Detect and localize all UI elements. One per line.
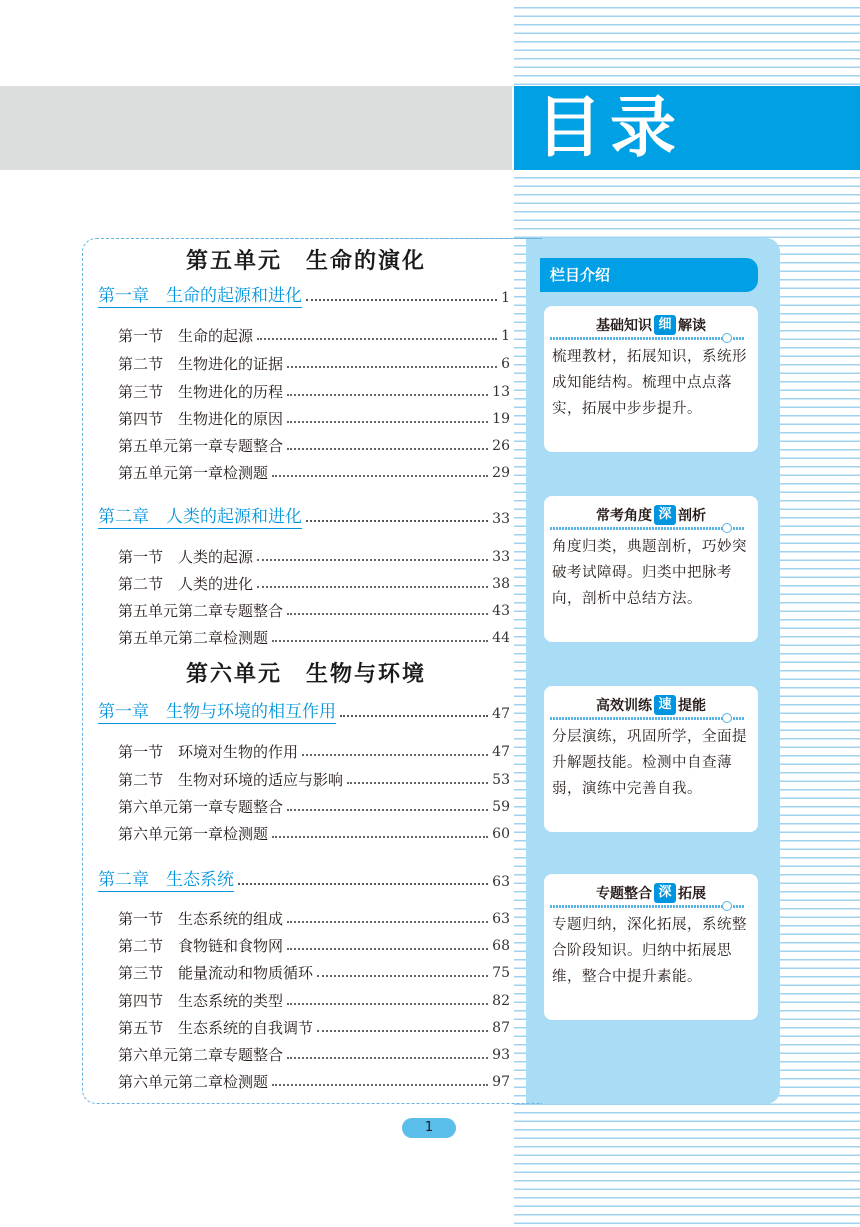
unit-title-6: 第六单元 生物与环境 [185,662,426,687]
section-label: 第一节 生态系统的组成 [118,910,284,928]
dot-leader [272,1084,488,1086]
page-number: 44 [492,630,510,646]
toc-row-5-1-5[interactable] [118,434,510,456]
chapter-label: 第一章 生物与环境的相互作用 [98,697,336,724]
toc-row-6-2-4[interactable] [118,989,510,1011]
page-number: 1 [501,290,510,306]
toc-row-5-2-4[interactable] [118,626,510,648]
toc-row-6-2-3[interactable] [118,961,510,983]
section-label: 第四节 生态系统的类型 [118,992,284,1010]
toc-row-5-1-2[interactable] [118,352,510,374]
feature-card-efficient-training [544,686,758,832]
dot-leader [287,921,488,923]
section-label: 第二节 食物链和食物网 [118,937,284,955]
card-heading [558,312,744,338]
toc-row-5-2-1[interactable] [118,545,510,567]
dot-leader [340,715,488,717]
chapter-5-2[interactable] [98,503,510,529]
chapter-label: 第二章 人类的起源和进化 [98,502,302,529]
feature-card-exam-angles [544,496,758,642]
page-title: 目录 [536,89,684,166]
toc-row-6-1-3[interactable] [118,795,510,817]
card-badge: 细 [654,315,676,335]
page-number: 59 [492,799,510,815]
section-label: 第六单元第二章检测题 [118,1073,269,1091]
page-number: 63 [492,911,510,927]
section-label: 第一节 环境对生物的作用 [118,743,299,761]
page-number: 68 [492,938,510,954]
page-number: 93 [492,1047,510,1063]
toc-row-5-2-2[interactable] [118,572,510,594]
section-label: 第二节 生物对环境的适应与影响 [118,771,344,789]
card-heading-pre: 基础知识 [596,318,652,334]
page-number: 53 [492,772,510,788]
page-number: 19 [492,411,510,427]
toc-row-5-1-3[interactable] [118,380,510,402]
page-number: 6 [501,356,510,372]
page-number: 38 [492,576,510,592]
dot-leader [257,559,488,561]
page-number: 43 [492,603,510,619]
card-heading-post: 拓展 [678,886,706,902]
page-number: 1 [501,328,510,344]
toc-row-6-1-1[interactable] [118,740,510,762]
card-badge: 深 [654,505,676,525]
dot-leader [287,421,488,423]
card-heading-pre: 常考角度 [596,508,652,524]
section-label: 第五单元第二章检测题 [118,629,269,647]
toc-row-6-1-2[interactable] [118,768,510,790]
section-label: 第二节 人类的进化 [118,575,254,593]
toc-frame-top-border [96,238,542,239]
toc-row-6-2-6[interactable] [118,1043,510,1065]
page-number: 60 [492,826,510,842]
card-divider [550,905,744,908]
dot-leader [257,586,488,588]
dot-leader [306,520,488,522]
header-gray-band [0,86,512,170]
card-heading-post: 解读 [678,318,706,334]
chapter-6-2[interactable] [98,866,510,892]
card-description: 专题归纳，深化拓展，系统整合阶段知识。归纳中拓展思维，整合中提升素能。 [552,917,747,985]
toc-row-5-2-3[interactable] [118,599,510,621]
toc-row-6-2-5[interactable] [118,1016,510,1038]
card-divider [550,717,744,720]
dot-leader [287,366,497,368]
page-number: 97 [492,1074,510,1090]
section-label: 第一节 生命的起源 [118,327,254,345]
dot-leader [347,782,488,784]
card-divider [550,337,744,340]
page-number: 47 [492,706,510,722]
section-label: 第五节 生态系统的自我调节 [118,1019,314,1037]
card-badge: 速 [654,695,676,715]
card-heading-post: 剖析 [678,508,706,524]
toc-row-6-1-4[interactable] [118,822,510,844]
column-intro-header: 栏目介绍 [540,258,758,292]
unit-title-5: 第五单元 生命的演化 [185,249,426,274]
chapter-6-1[interactable] [98,698,510,724]
feature-card-basic-knowledge [544,306,758,452]
dot-leader [317,1030,488,1032]
toc-row-6-2-1[interactable] [118,907,510,929]
dot-leader [287,1057,488,1059]
page-number: 47 [492,744,510,760]
dot-leader [287,1003,488,1005]
card-heading [558,502,744,528]
card-heading-pre: 专题整合 [596,886,652,902]
toc-row-5-1-4[interactable] [118,407,510,429]
card-heading [558,692,744,718]
card-description: 角度归类，典题剖析，巧妙突破考试障碍。归类中把脉考向，剖析中总结方法。 [552,539,747,607]
page-number: 13 [492,384,510,400]
section-label: 第三节 生物进化的历程 [118,383,284,401]
page-number: 33 [492,549,510,565]
page-number: 29 [492,465,510,481]
dot-leader [287,448,488,450]
page-number: 26 [492,438,510,454]
dot-leader [317,975,488,977]
divider-dot-icon [722,901,732,911]
toc-row-6-2-2[interactable] [118,934,510,956]
dot-leader [257,338,497,340]
section-label: 第三节 能量流动和物质循环 [118,964,314,982]
page-number-badge: 1 [402,1118,456,1138]
page-number: 33 [492,511,510,527]
card-heading-pre: 高效训练 [596,698,652,714]
dot-leader [287,948,488,950]
card-heading [558,880,744,906]
divider-dot-icon [722,713,732,723]
dot-leader [287,394,488,396]
section-label: 第一节 人类的起源 [118,548,254,566]
page-number: 75 [492,965,510,981]
divider-dot-icon [722,333,732,343]
toc-row-5-1-1[interactable] [118,324,510,346]
dot-leader [306,299,497,301]
dot-leader [287,613,488,615]
dot-leader [272,640,488,642]
dot-leader [238,883,488,885]
dot-leader [272,475,488,477]
page-number: 63 [492,874,510,890]
section-label: 第四节 生物进化的原因 [118,410,284,428]
section-label: 第六单元第一章专题整合 [118,798,284,816]
page-number: 82 [492,993,510,1009]
section-label: 第五单元第一章检测题 [118,464,269,482]
dot-leader [302,754,488,756]
card-description: 梳理教材，拓展知识，系统形成知能结构。梳理中点点落实，拓展中步步提升。 [552,349,747,417]
card-divider [550,527,744,530]
card-badge: 深 [654,883,676,903]
chapter-5-1[interactable] [98,282,510,308]
section-label: 第六单元第一章检测题 [118,825,269,843]
divider-dot-icon [722,523,732,533]
section-label: 第五单元第一章专题整合 [118,437,284,455]
section-label: 第六单元第二章专题整合 [118,1046,284,1064]
section-label: 第五单元第二章专题整合 [118,602,284,620]
feature-card-topic-integration [544,874,758,1020]
toc-row-6-2-7[interactable] [118,1070,510,1092]
card-description: 分层演练，巩固所学，全面提升解题技能。检测中自查薄弱，演练中完善自我。 [552,729,747,797]
dot-leader [272,836,488,838]
dot-leader [287,809,488,811]
chapter-label: 第一章 生命的起源和进化 [98,281,302,308]
page-number: 87 [492,1020,510,1036]
toc-row-5-1-6[interactable] [118,461,510,483]
chapter-label: 第二章 生态系统 [98,865,234,892]
section-label: 第二节 生物进化的证据 [118,355,284,373]
card-heading-post: 提能 [678,698,706,714]
